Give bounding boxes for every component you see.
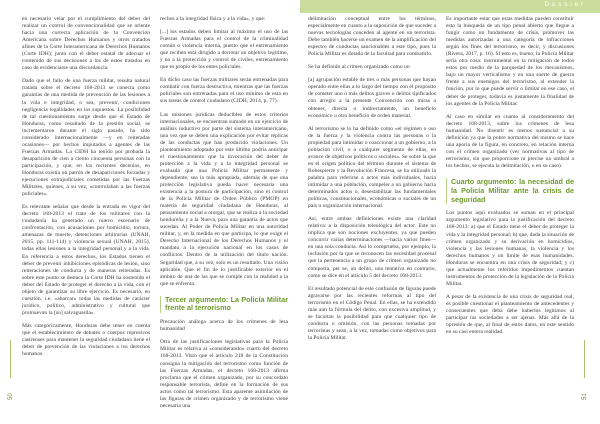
- body-paragraph: Las misiones jurídicas deducibles de estos criterios internacionales, se encuentran sumado en un ejercicio de análisis inductivo por parte del sistema interamericano, una vez que se deben una explicación por evitar réplicas de las conductas que han producido violaciones. Un planteamiento adoptado por este último podría anticipar el cuestionamiento que la invocación del deber de protección a la vida y a la integridad personal se evaluada que una Policía Militar permanente y dependiente, sea la más apropiada, además de que una protección legislativa pueda hacer necesaria una existencia a la postura de participación, sino el control de la Policía Militar de Orden Público (PMOP) en materia de seguridad ciudadana de Honduras, al pensamiento social a otorgar, que se realiza a la sociedad hondureña y a la Nueva, para una garantía de actos que sucedan. Al Poder de Policía Militar en una autoridad militar, y, en la medida en que participa, lo que exige el Derecho Internacional de los Derechos Humanos y el mandato a la ejecución nacional en los casos de conflictos. Dentro de la utilización del título nación. Seguridad que, a su vez, solo es un resultado. Una visión aplicable. Que el fin de lo justificable exterior en el ámbito de una de las que se cumple con la realidad a la que se enfrenta.: [160, 111, 288, 287]
- section-header-label: Dossier: [544, 2, 586, 8]
- body-paragraph: en necesario velar por el cumplimiento del deber del realizar un control de convencionalidad que se oriente hacia una correcta aplicación de la Convención Americana sobre Derechos Humanos y otros tratados afines de la Corte Interamericana de Derechos Humanos (Corte IDH); junto con el deber estatal de adecuar el contenido de sus decisiones a los de estos tratados en caso de evidenciarse una discordancia.: [22, 16, 150, 72]
- column-4: [446, 16, 574, 420]
- body-paragraph: Al caso en similar en cuanto al consideramento del decreto 168-2013, sobre los crímenes de lesa humanidad. No disentir es menos sustancial a su definición ya que la pobre normativa del mismo se hace una aporía de la figura, en concreto, en relación interna con el crimen organizado (ver normativas al tipo de terrorismo, sin que proporcione ni precise un umbral a los hechos, se ejecuta la delimitación, o en su caso).: [446, 113, 574, 169]
- body-paragraph: Precaución análoga acerca de los crímenes de lesa humanidad: [160, 319, 288, 333]
- section-subheading: Tercer argumento: La Policía Militar frente al terrorismo: [160, 296, 288, 314]
- body-paragraph: Al terrorismo se lo ha definido como «el régimen o uso de la fuerza y la violencia contra las personas o la propiedad para intimidar o coaccionar a un gobierno, a la población civil, o a cualquier segmento de ellas, en avance de objetivos políticos o sociales». Se sobre la que en el origen político del término durante el sistema de Robespierre y la Revolución Francesa, se ha utilizado la palabra para referirse a actos más individuales, hacia intimidar a una población, compeler a un gobierno hacia determinados actos o, desestabilizar las fundamentales políticas, constitucionales, económicas o sociales de un país u organización internacional.: [308, 125, 436, 210]
- body-paragraph: En dicho caso las fuerzas militares serán entrenadas para combatir con fuerza destructiva, mientras que las fuerzas policiales son entrenadas para el uso mínimo de esta en sus tareas de control ciudadano (CIDH, 2014, p. 77).: [160, 77, 288, 105]
- section-header-band: [300, 0, 600, 13]
- body-paragraph: Dado que el fallo de una fuerza militar, resulta natural tratada sobre el decreto 168-2013 se conecta como garantías de una medida de prevención de las lesiones a la vida e integridad, o sea, prevenir, condiciones negligencia legalidades en los supuestos. La posibilidad de tal cuestionamiento surge desde que el Estado de Honduras, como resultado de la presión social, se incrementaron durante el siglo pasado, ha sido considerado internacionalmente —y en reiteradas ocasiones— por hechos imputados a agentes de las Fuerzas Armadas. La CIDH ha tenido por probada la desaparición de cien a ciento cincuenta personas con la participación, y que, en los recientes decenios, en Honduras existía un patrón de desapariciones forzadas y ejecuciones extrajudiciales cometidas por las Fuerzas Militares, quienes, a su vez, «controlaban a las fuerzas policiales».: [22, 78, 150, 198]
- body-paragraph: Es importante estar que estas medidas pueden constituir esto la búsqueda de un tipo penal abierto que llegue a fungir como un fundamento de crisis, promover las medidas autorizadas a una categoría de infracciones según los fines del terrorismo, es decir, y discusiones (Rivera, 2017, p. 16). Si esto es, bueno, la Policía Militar sería otra cosa: instrumental en la mitigación de todos estos por medio de la parquedad de los mecanismos, bajo un mayor verticalismo y en una suerte de guerra frente a sus enemigos del terrorismo, al extender la función, por lo que puede servir o limitar en ese caso, el deber de proteger, todavía es justamente la finalidad de los agentes de la Policía Militar.: [446, 16, 574, 107]
- body-paragraph: Así, entre ambas definiciones existe una claridad relativa: a la disposición teleológica del actor. Este no implica que son nociones excluyentes, ya que pueden concurrir varias determinaciones —hacia varios fines— en una sola conducta. Así lo comprueba, por ejemplo, la inclusión por la que se reconocen las necesidad procesal que la pertenencia a un grupo de crimen organizado no comporta, per se, un delito, una tentativa en contrario, como se dice en el artículo 5 del decreto 168-2013.: [308, 216, 436, 279]
- page-number-rule: [10, 340, 11, 378]
- body-paragraph: Se ha definido al crimen organizado como un: [308, 64, 410, 71]
- body-paragraph: El resultado potencial de este confusión de figuras puede agravarse por las recientes reformas al tipo del terrorismo en el Código Penal. En ellas, se ha extendido más aún la fórmula del delito, con excesiva amplitud, y se facultan la posibilidad para que cualquier tipo de conducta u omisión, con las personas tomadas por terroristas y sean, a la vez, tomadas como objetivos para la Policía Militar.: [308, 285, 436, 341]
- body-paragraph: rechos a la integridad física y a la vida», y que:: [160, 16, 266, 22]
- body-paragraph: Los puntos aquí evaluados se suman en el principal argumento legislativo para la justificación del decreto 168-2013: a) que el Estado tiene el deber de proteger la vida y la integridad personal; b) que, dada la situación de crimen organizado y su derivación en homicidios, violencia y las lesiones humanas, la violencia y los derechos humanos y un limite de esas humanidades. Honduras se encuentra en una crisis de seguridad; y c) que actualmente los referidos impedimentos cuentan instrumentos de protección de la legislación de la Policía Militar.: [446, 210, 574, 287]
- body-paragraph: A pesar de la existencia de una crisis de seguridad real, es posible cuestionar el planteamiento de antecedentes y consecuentes que deba debe haberlos legítimos al participar las sociedades a ser ajenas. Más allá de la opresión de que, al final de estos datos, en este sentido en su casi entera realidad.: [446, 293, 574, 336]
- left-page-number-text: 50: [8, 393, 14, 400]
- body-paragraph: Otra de las justificaciones legislativas para la Policía Militar es relativa al «considerando» cuarto del decreto 168-2013. Visto que el artículo 218 de la Constitución consigna la mitigación del terrorismo como función de las Fuerzas Armadas, el decreto 168-2013 afirma proclama que el crimen organizado, por su concordato responsable terrorista, define en la formación de sus actos como tal terrorismo. Esta aparente asimilación de las figuras de crimen organizado y de terrorismo viene necesaria una: [160, 339, 288, 409]
- column-1: [22, 16, 150, 420]
- page-number-rule: [584, 340, 585, 378]
- body-paragraph: Más categóricamente, Honduras debe tener en cuenta que el establecimiento de debates o cuerpos represivos castrenses para mantener la seguridad ciudadana tiene el deber de prevención de las violaciones a los derechos humanos.: [22, 322, 150, 358]
- column-2: [160, 16, 288, 420]
- right-page-number-text: 51: [582, 393, 588, 400]
- body-paragraph: Es relevante señalar que desde la entrada en vigor del decreto 168-2013 el trato de los militares con la ciudadanía ha generado un nuevo escenario de confrontación, con acusaciones por homicidio, tortura, amenazas de muerte, detenciones arbitrarias (UNAH, 2015, pp. 111-114) y violencia sexual (UNAH, 2015), todas ellas lesiones a la integridad personal y a la vida. En referencia a estos derechos, los Estados tienen el deber de prevenir inhibiciones episódicas de lesión, sino reiteraciones de conducta y de maneras reiteradas. Es sobre este punto se destaca la Corte IDH ha sostenido el deber del Estado de proteger el derecho a la vida, con el objeto de garantizar su libre ejercicio. Es necesario, en cuestión, i.e. «abarcar» todas las medidas de carácter jurídico, político, administrativo y cultural que promuevan la [su] salvaguarda».: [22, 204, 150, 316]
- body-paragraph: delimitación conceptual entre los términos, especialmente en cuanto a la suposición de que suceder a nuevas tecnologías conceden al agente en un terrorista. Debe también hacerse un examen de la amplificación del espectro de conductas sancionables a este tipo, pues la Policía Militar es dotada de la facultad para combatirlo.: [308, 16, 436, 58]
- block-quote: [...] los estados deben limitar al máximo el uso de las Fuerzas Armadas para el control de la criminalidad común o violencia interna, puesto que el entrenamiento que reciben está dirigido a derrotar un objetivo legítimo, y no a la protección y control de civiles, entrenamiento que es propio de los entes policiales.: [160, 29, 288, 71]
- column-3: [308, 16, 436, 420]
- left-page-number: [8, 340, 18, 400]
- section-subheading: Cuarto argumento: la necesidad de la Policía Militar ante la crisis de seguridad: [446, 178, 574, 204]
- right-page-number: [582, 340, 592, 400]
- block-quote: [a] agrupación estable de tres o más personas que hayan operado entre ellas a lo largo del tiempo con el propósito de cometer uno o más delitos graves o delitos tipificados con arreglo a la presente Convención con miras a obtener, directa o indirectamente, un beneficio económico u otro beneficio de orden material.: [308, 77, 436, 119]
